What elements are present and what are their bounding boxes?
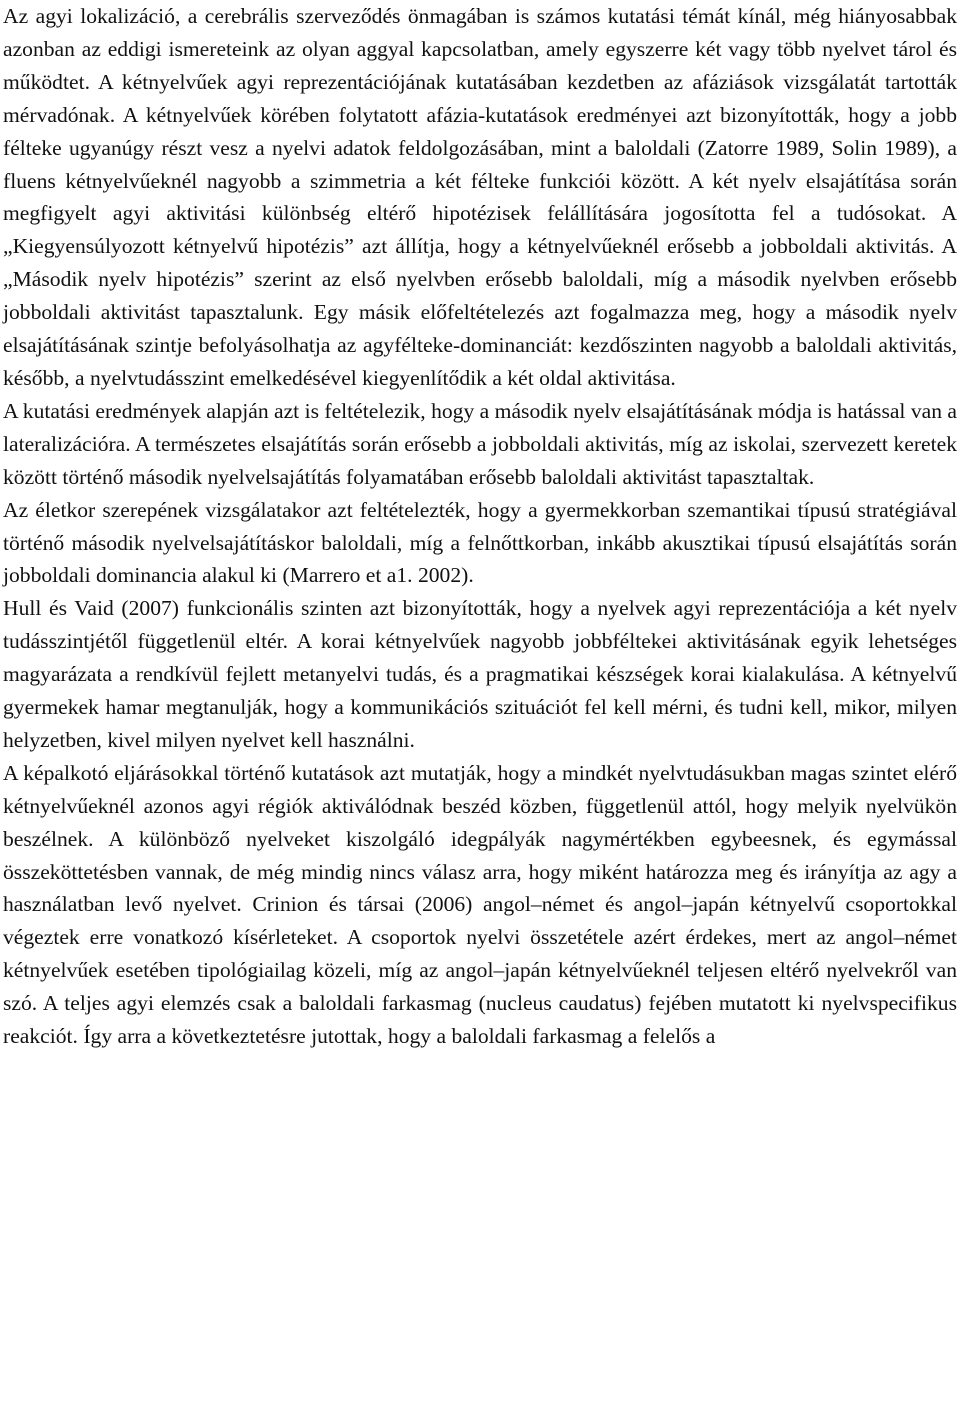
document-body: [3, 0, 957, 1053]
paragraph-imaging-studies: A képalkotó eljárásokkal történő kutatások azt mutatják, hogy a mindkét nyelvtudásukban magas szintet elérő kétnyelvűeknél azonos agyi régiók aktiválódnak beszéd közben, függetlenül attól, hogy melyik nyelvükön beszélnek. A különböző nyelveket kiszolgáló idegpályák nagymértékben egybeesnek, és egymással összeköttetésben vannak, de még mindig nincs válasz arra, hogy miként határozza meg és irányítja az agy a használatban levő nyelvet. Crinion és társai (2006) angol–német és angol–japán kétnyelvű csoportokkal végeztek erre vonatkozó kísérleteket. A csoportok nyelvi összetétele azért érdekes, mert az angol–német kétnyelvűek esetében tipológiailag közeli, míg az angol–japán kétnyelvűeknél teljesen eltérő nyelvekről van szó. A teljes agyi elemzés csak a baloldali farkasmag (nucleus caudatus) fejében mutatott ki nyelvspecifikus reakciót. Így arra a következtetésre jutottak, hogy a baloldali farkasmag a felelős a: [3, 760, 957, 1049]
paragraph-lateralization-hypotheses: Az agyi lokalizáció, a cerebrális szerveződés önmagában is számos kutatási témát kínál, még hiányosabbak azonban az eddigi ismereteink az olyan aggyal kapcsolatban, amely egyszerre két vagy több nyelvet tárol és működtet. A kétnyelvűek agyi reprezentációjának kutatásában kezdetben az afáziások vizsgálatát tartották mérvadónak. A kétnyelvűek körében folytatott afázia-kutatások eredményei azt bizonyították, hogy a jobb félteke ugyanúgy részt vesz a nyelvi adatok feldolgozásában, mint a baloldali (Zatorre 1989, Solin 1989), a fluens kétnyelvűeknél nagyobb a szimmetria a két félteke funkciói között. A két nyelv elsajátítása során megfigyelt agyi aktivitási különbség eltérő hipotézisek felállítására jogosította fel a tudósokat. A „Kiegyensúlyozott kétnyelvű hipotézis” azt állítja, hogy a kétnyelvűeknél erősebb a jobboldali aktivitás. A „Második nyelv hipotézis” szerint az első nyelvben erősebb baloldali, míg a második nyelvben erősebb jobboldali aktivitást tapasztalunk. Egy másik előfeltételezés azt fogalmazza meg, hogy a második nyelv elsajátításának szintje befolyásolhatja az agyfélteke-dominanciát: kezdőszinten nagyobb a baloldali aktivitás, később, a nyelvtudásszint emelkedésével kiegyenlítődik a két oldal aktivitása.: [3, 4, 957, 390]
paragraph-age-factor: Az életkor szerepének vizsgálatakor azt feltételezték, hogy a gyermekkorban szemantikai típusú stratégiával történő második nyelvelsajátításkor baloldali, míg a felnőttkorban, inkább akusztikai típusú elsajátítás során jobboldali dominancia alakul ki (Marrero et a1. 2002).: [3, 497, 957, 588]
paragraph-acquisition-mode: A kutatási eredmények alapján azt is feltételezik, hogy a második nyelv elsajátításának módja is hatással van a lateralizációra. A természetes elsajátítás során erősebb a jobboldali aktivitás, míg az iskolai, szervezett keretek között történő második nyelvelsajátítás folyamatában erősebb baloldali aktivitást tapasztaltak.: [3, 398, 957, 489]
paragraph-hull-vaid: Hull és Vaid (2007) funkcionális szinten azt bizonyították, hogy a nyelvek agyi reprezentációja a két nyelv tudásszintjétől függetlenül eltér. A korai kétnyelvűek nagyobb jobbféltekei aktivitásának egyik lehetséges magyarázata a rendkívül fejlett metanyelvi tudás, és a pragmatikai készségek korai kialakulása. A kétnyelvű gyermekek hamar megtanulják, hogy a kommunikációs szituációt fel kell mérni, és tudni kell, mikor, milyen helyzetben, kivel milyen nyelvet kell használni.: [3, 596, 957, 752]
